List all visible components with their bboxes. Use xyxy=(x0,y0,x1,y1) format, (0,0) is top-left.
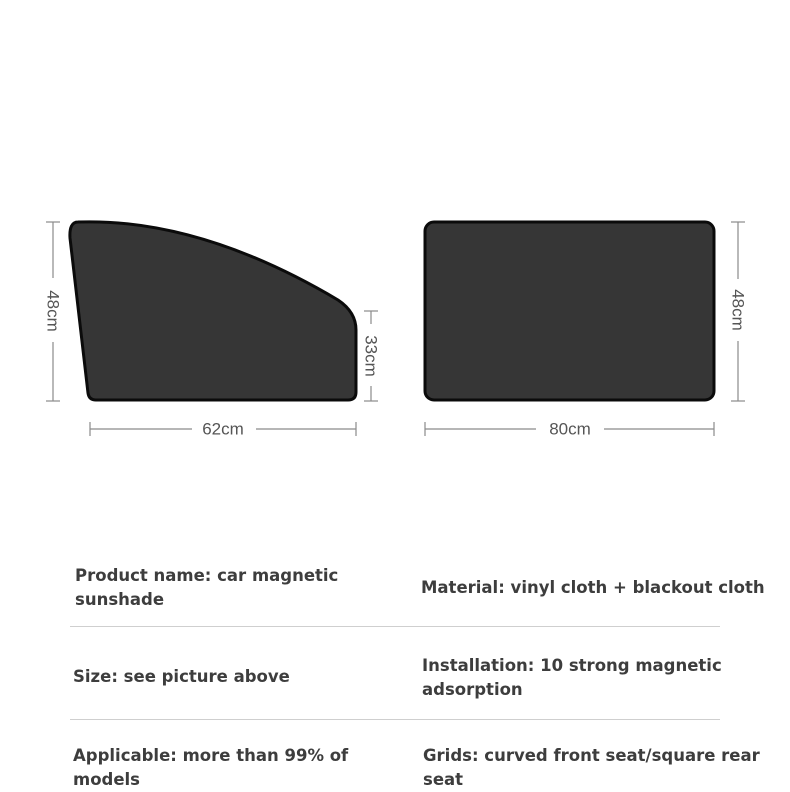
spec-product-name: Product name: car magnetic sunshade xyxy=(75,566,339,609)
rear-height-label: 48cm xyxy=(728,289,748,331)
spec-material: Material: vinyl cloth + blackout cloth xyxy=(421,578,765,597)
front-height-label: 48cm xyxy=(43,290,63,332)
spec-applicable: Applicable: more than 99% of models xyxy=(73,746,349,789)
spec-divider-2 xyxy=(70,719,720,720)
front-short-height-label: 33cm xyxy=(361,335,381,377)
spec-grids: Grids: curved front seat/square rear seat xyxy=(423,746,760,789)
spec-size: Size: see picture above xyxy=(73,667,290,686)
front-short-height-dimension xyxy=(362,311,381,401)
front-seat-sunshade-panel xyxy=(70,222,356,400)
rear-width-dimension xyxy=(425,420,714,439)
front-width-label: 62cm xyxy=(202,419,244,439)
spec-divider-1 xyxy=(70,626,720,627)
rear-height-dimension xyxy=(729,222,748,401)
spec-installation: Installation: 10 strong magnetic adsorption xyxy=(422,656,722,699)
front-width-dimension xyxy=(90,420,356,439)
rear-seat-sunshade-panel xyxy=(425,222,714,400)
front-height-dimension xyxy=(44,222,63,401)
rear-width-label: 80cm xyxy=(549,419,591,439)
